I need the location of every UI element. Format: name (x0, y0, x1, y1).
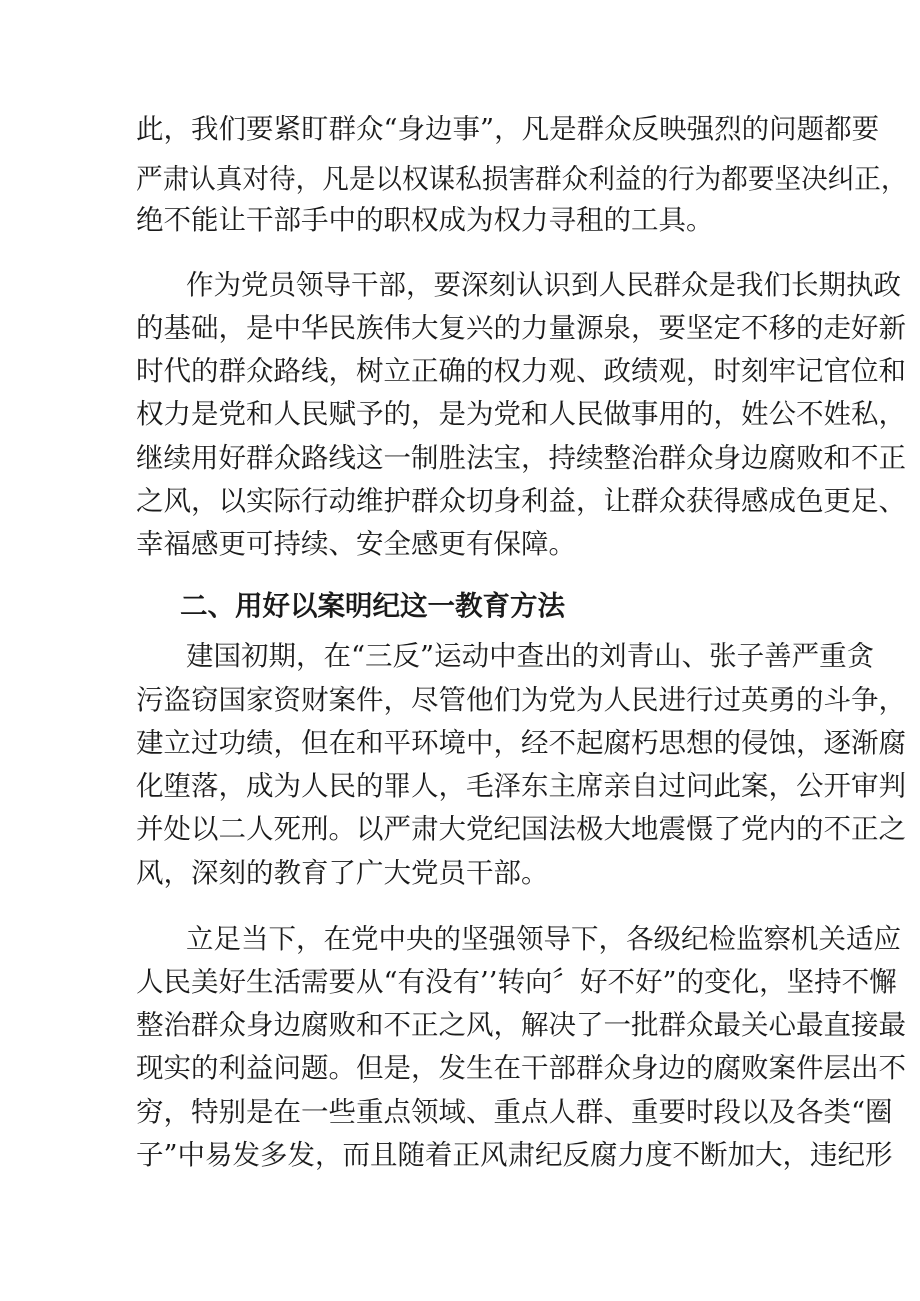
paragraph-first-line: 建国初期，在“三反”运动中查出的刘青山、张子善严重贪 (186, 640, 875, 672)
text-line: 现实的利益问题。但是，发生在干部群众身边的腐败案件层出不 (136, 1052, 906, 1084)
section-heading: 二、用好以案明纪这一教育方法 (180, 590, 565, 622)
text-line: 化堕落，成为人民的罪人，毛泽东主席亲自过问此案，公开审判 (136, 770, 906, 802)
text-line: 继续用好群众路线这一制胜法宝，持续整治群众身边腐败和不正 (136, 442, 906, 474)
text-line: 的基础，是中华民族伟大复兴的力量源泉，要坚定不移的走好新 (136, 312, 906, 344)
text-line: 之风，以实际行动维护群众切身利益，让群众获得感成色更足、 (136, 485, 906, 517)
paragraph-first-line: 立足当下，在党中央的坚强领导下，各级纪检监察机关适应 (186, 923, 901, 955)
text-line: 人民美好生活需要从“有没有’’转向〞好不好”的变化，坚持不懈 (136, 966, 897, 998)
text-line: 穷，特别是在一些重点领域、重点人群、重要时段以及各类“圈 (136, 1096, 893, 1128)
text-line: 整治群众身边腐败和不正之风，解决了一批群众最关心最直接最 (136, 1009, 906, 1041)
text-line: 此，我们要紧盯群众“身边事”，凡是群众反映强烈的问题都要 (136, 113, 880, 145)
text-line: 风，深刻的教育了广大党员干部。 (136, 857, 549, 889)
paragraph-first-line: 作为党员领导干部，要深刻认识到人民群众是我们长期执政 (186, 269, 901, 301)
text-line: 时代的群众路线，树立正确的权力观、政绩观，时刻牢记官位和 (136, 355, 906, 387)
text-line: 严肃认真对待，凡是以权谋私损害群众利益的行为都要坚决纠正， (136, 163, 908, 195)
text-line: 建立过功绩，但在和平环境中，经不起腐朽思想的侵蚀，逐渐腐 (136, 727, 906, 759)
text-line: 权力是党和人民赋予的，是为党和人民做事用的，姓公不姓私， (136, 398, 906, 430)
text-line: 幸福感更可持续、安全感更有保障。 (136, 528, 576, 560)
text-line: 子”中易发多发，而且随着正风肃纪反腐力度不断加大，违纪形 (136, 1139, 893, 1171)
text-line: 绝不能让干部手中的职权成为权力寻租的工具。 (136, 204, 714, 236)
text-line: 并处以二人死刑。以严肃大党纪国法极大地震慑了党内的不正之 (136, 813, 906, 845)
text-line: 污盗窃国家资财案件，尽管他们为党为人民进行过英勇的斗争， (136, 684, 906, 716)
